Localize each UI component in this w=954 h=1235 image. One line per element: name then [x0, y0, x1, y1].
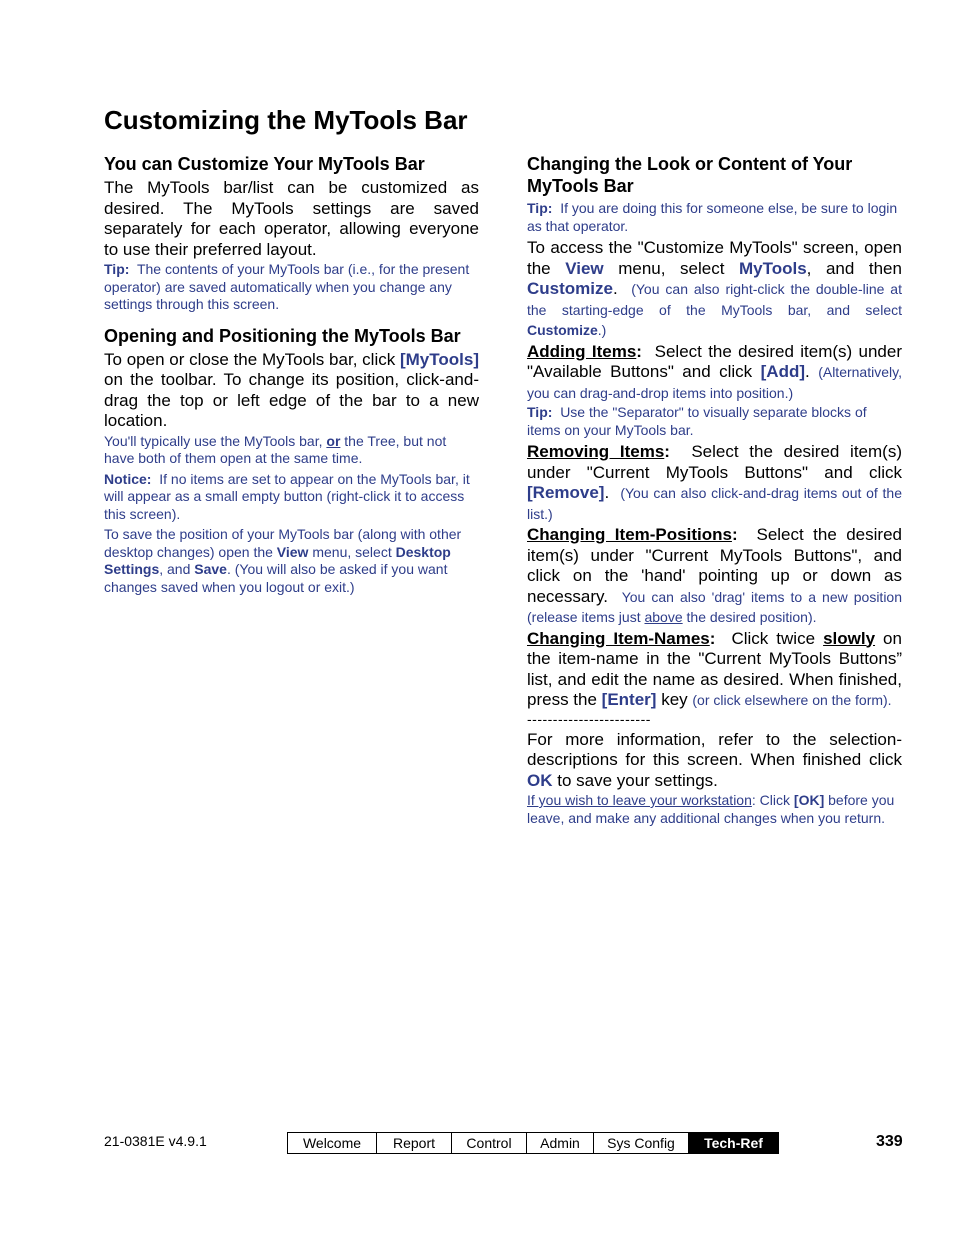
section-heading-opening: Opening and Positioning the MyTools Bar: [104, 325, 461, 346]
note-tree: [104, 433, 479, 468]
adding-colon: :: [636, 341, 642, 361]
tip-text: The contents of your MyTools bar (i.e., for the present operator) are saved automatically when you change any settings through this screen.: [104, 261, 470, 312]
names-slowly: slowly: [823, 628, 876, 648]
access-text-a: To access the "Customize MyTools" screen, open the: [527, 238, 902, 278]
access-small-customize: Customize: [527, 322, 598, 338]
tip-operator-text: If you are doing this for someone else, be sure to login as that operator.: [527, 200, 898, 234]
access-text-d: .: [612, 279, 618, 298]
customize-body: The MyTools bar/list can be customized as desired. The MyTools settings are saved separately for each operator, allowing everyone to use their preferred layout.: [104, 178, 479, 259]
document-code: 21-0381E v4.9.1: [104, 1133, 207, 1149]
more-text-b: to save your settings.: [557, 770, 718, 790]
removing-text: Select the desired item(s) under "Current MyTools Buttons" and click: [527, 442, 902, 482]
positions-small-a: You can also 'drag' items to a new position (release items just: [527, 588, 902, 625]
adding-text: Select the desired item(s) under "Available Buttons" and click: [527, 341, 903, 381]
page-title: Customizing the MyTools Bar: [104, 105, 468, 135]
notice-label: Notice:: [104, 470, 152, 487]
access-paragraph: [527, 238, 902, 341]
tip-label: Tip:: [104, 261, 130, 277]
note-save-save: Save: [194, 561, 227, 577]
mytools-command: [MyTools]: [399, 349, 479, 369]
opening-body: [104, 350, 479, 432]
notice-empty: [104, 471, 479, 524]
note-save-d: . (You will also be asked if you want changes saved when you logout or exit.): [104, 561, 448, 595]
note-save-position: [104, 526, 479, 596]
leave-ok: [OK]: [793, 792, 825, 808]
tip-separator-label: Tip:: [527, 404, 553, 420]
changing-names: [527, 629, 902, 711]
leave-text-a: : Click: [751, 792, 791, 808]
nav-admin[interactable]: Admin: [527, 1133, 594, 1153]
removing-label: Removing Items: [527, 442, 665, 461]
note-tree-a: You'll typically use the MyTools bar,: [104, 432, 323, 449]
access-small-b: .): [597, 322, 607, 338]
enter-command: [Enter]: [601, 690, 657, 709]
names-small: (or click elsewhere on the form).: [692, 692, 892, 708]
tip-operator: [527, 200, 902, 235]
section-nav: [287, 1132, 779, 1154]
notice-text: If no items are set to appear on the MyTools bar, it will appear as a small empty button (right-click it to access this screen).: [104, 470, 470, 522]
tip-separator-text: Use the "Separator" to visually separate blocks of items on your MyTools bar.: [527, 404, 867, 438]
section-heading-changing: Changing the Look or Content of Your MyTools Bar: [527, 154, 853, 196]
note-save-view: View: [276, 543, 309, 560]
access-text-b: menu, select: [618, 258, 725, 278]
positions-text: Select the desired item(s) under "Current MyTools Buttons", and click on the 'hand' pointing up or down as necessary.: [527, 525, 902, 606]
tip-separator: [527, 404, 902, 439]
nav-control[interactable]: Control: [452, 1133, 527, 1153]
opening-text-b: on the toolbar. To change its position, click-and-drag the top or left edge of the bar to a new location.: [104, 370, 479, 430]
positions-label: Changing Item-Positions: [527, 525, 732, 544]
positions-small-above: above: [644, 609, 683, 625]
note-save-a: To save the position of your MyTools bar (along with other desktop changes) open the: [104, 526, 462, 560]
removing-small: (You can also click-and-drag items out of the list.): [527, 485, 902, 522]
ok-command: OK: [527, 770, 553, 790]
names-text-b: on the item-name in the "Current MyTools Buttons” list, and edit the name as desired. When finished, press the: [527, 628, 902, 709]
opening-text-a: To open or close the MyTools bar, click: [104, 349, 396, 369]
names-text-c: key: [661, 690, 688, 709]
adding-small: (Alternatively, you can drag-and-drop items into position.): [527, 364, 902, 401]
access-small-a: (You can also right-click the double-line at the starting-edge of the MyTools bar, and select: [527, 281, 902, 318]
note-save-c: , and: [159, 561, 191, 577]
nav-welcome[interactable]: Welcome: [288, 1133, 377, 1153]
nav-report[interactable]: Report: [377, 1133, 452, 1153]
removing-items: [527, 442, 902, 524]
removing-end: .: [604, 483, 610, 502]
note-save-b: menu, select: [312, 543, 392, 560]
note-save-desktop-settings: Desktop Settings: [104, 543, 451, 577]
leave-text-b: before you leave, and make any additional changes when you return.: [527, 792, 895, 826]
access-text-c: , and then: [806, 258, 902, 278]
removing-colon: :: [664, 442, 670, 461]
tip-operator-label: Tip:: [527, 200, 553, 216]
note-tree-b: the Tree, but not have both of them open at the same time.: [104, 432, 447, 466]
leave-workstation-link[interactable]: If you wish to leave your workstation: [527, 792, 752, 808]
adding-label: Adding Items: [527, 341, 637, 361]
left-column: [104, 153, 479, 599]
names-text-a: Click twice: [731, 628, 816, 648]
nav-sys-config[interactable]: Sys Config: [594, 1133, 689, 1153]
add-command: [Add]: [760, 362, 805, 381]
access-view: View: [565, 258, 604, 278]
note-tree-or: or: [326, 432, 341, 449]
leave-workstation: [527, 792, 902, 827]
adding-items: [527, 342, 902, 404]
more-text-a: For more information, refer to the selection-descriptions for this screen. When finished click: [527, 729, 902, 769]
names-colon: :: [709, 628, 716, 648]
adding-end: .: [805, 362, 810, 381]
page-number: 339: [876, 1133, 903, 1150]
names-label: Changing Item-Names: [527, 628, 710, 648]
dash-separator: ------------------------: [527, 710, 651, 727]
access-customize: Customize: [527, 279, 613, 298]
access-mytools: MyTools: [738, 258, 807, 278]
changing-positions: [527, 525, 902, 628]
right-column: [527, 153, 902, 830]
more-info: [527, 730, 902, 792]
nav-tech-ref[interactable]: Tech-Ref: [689, 1133, 778, 1153]
tip-autosave: [104, 261, 479, 314]
positions-small-b: the desired position).: [686, 609, 817, 625]
remove-command: [Remove]: [527, 483, 605, 502]
positions-colon: :: [731, 525, 738, 544]
section-heading-customize: You can Customize Your MyTools Bar: [104, 154, 425, 174]
